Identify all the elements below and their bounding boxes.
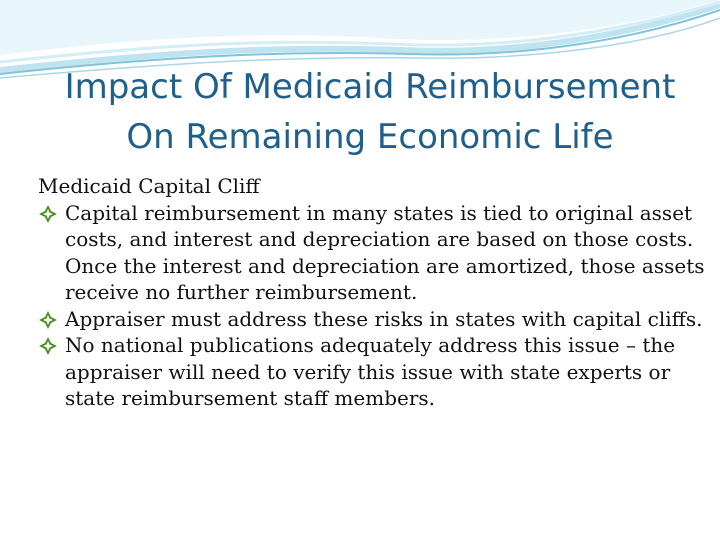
bullet-item bbox=[38, 200, 710, 306]
diamond-bullet-icon bbox=[38, 336, 58, 356]
diamond-bullet-icon bbox=[38, 204, 58, 224]
title-line-2: On Remaining Economic Life bbox=[126, 117, 614, 157]
bullet-text: No national publications adequately address this issue – the appraiser will need to verify this issue with state experts or state reimbursement staff members. bbox=[65, 333, 676, 410]
slide-title bbox=[20, 62, 720, 162]
diamond-bullet-icon bbox=[38, 310, 58, 330]
title-line-1: Impact Of Medicaid Reimbursement bbox=[64, 67, 676, 107]
bullet-text: Appraiser must address these risks in states with capital cliffs. bbox=[65, 306, 703, 331]
slide-body bbox=[38, 173, 710, 412]
bullet-text: Capital reimbursement in many states is tied to original asset costs, and interest and depreciation are based on those costs. Once the interest and depreciation are amortized, those assets receive no further reimbursement. bbox=[65, 200, 705, 304]
subheading: Medicaid Capital Cliff bbox=[38, 174, 260, 198]
bullet-item bbox=[38, 306, 710, 333]
bullet-item bbox=[38, 332, 710, 412]
